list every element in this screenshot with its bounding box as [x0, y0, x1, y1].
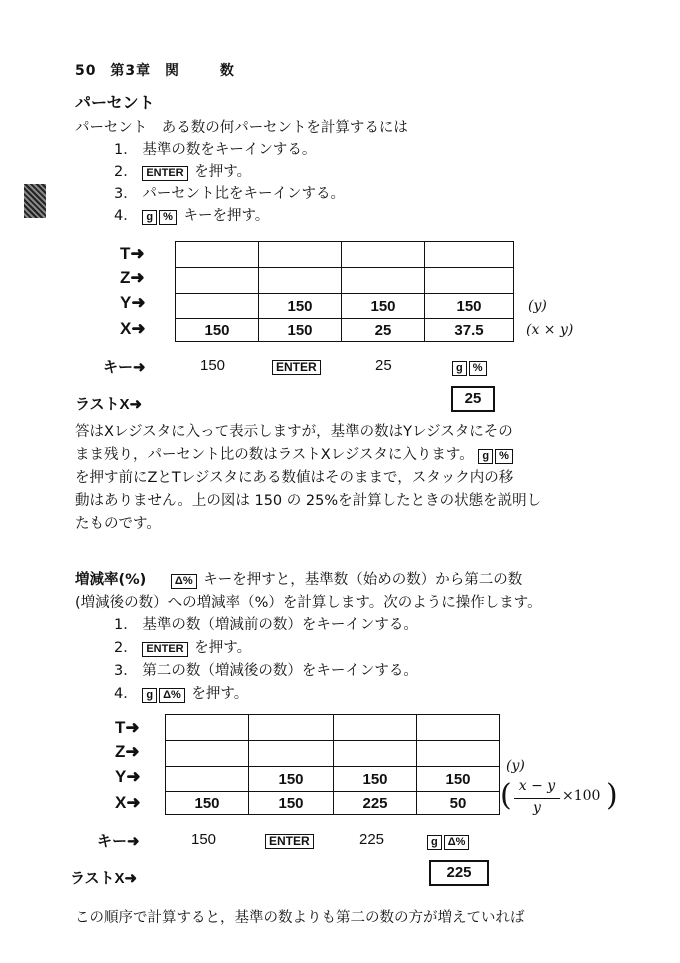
cell-t	[249, 715, 334, 741]
percent-step-1	[114, 138, 316, 159]
y-note: (y)	[506, 758, 525, 774]
cell-x: 50	[417, 792, 500, 815]
para-line-2	[75, 443, 515, 464]
x-note: (x × y)	[526, 322, 574, 338]
percent-step-4	[114, 204, 269, 225]
footer-line: この順序で計算すると，基準の数よりも第二の数の方が増えていれば	[75, 910, 525, 926]
cell-z	[334, 741, 417, 767]
g-key[interactable]: g	[427, 835, 442, 850]
cell-x: 150	[166, 792, 249, 815]
delta-line-2: (増減後の数）への増減率（%）を計算します。次のように操作します。	[75, 595, 542, 611]
step-num: 1．	[114, 617, 138, 633]
delta-percent-key[interactable]: Δ%	[444, 835, 470, 850]
formula-numerator: x − y	[518, 778, 556, 794]
cell-y: 150	[259, 294, 342, 319]
page-number: 50	[75, 63, 97, 79]
step-text: 基準の数をキーインする。	[142, 142, 317, 158]
lastx-value: 225	[429, 860, 489, 886]
register-label-t: T➜	[120, 244, 145, 263]
cell-y: 150	[342, 294, 425, 319]
key-seq-2	[265, 830, 316, 849]
register-label-y: Y➜	[115, 767, 141, 786]
step-text: を押す。	[194, 164, 252, 180]
delta-text: キーを押すと，基準数（始めの数）から第二の数	[203, 572, 523, 588]
delta-percent-key[interactable]: Δ%	[171, 574, 197, 589]
step-text: 第二の数（増減後の数）をキーインする。	[142, 663, 418, 679]
key-seq-1: 150	[191, 831, 217, 848]
chapter-label: 第3章	[110, 63, 152, 79]
cell-y	[166, 767, 249, 792]
step-num: 2．	[114, 164, 138, 180]
step-text: を押す。	[194, 640, 252, 656]
delta-step-2	[114, 636, 251, 657]
y-note: (y)	[528, 298, 547, 314]
chapter-title-a: 関	[164, 63, 180, 79]
paren-right: )	[606, 778, 618, 813]
g-key[interactable]: g	[142, 210, 157, 225]
g-key[interactable]: g	[452, 361, 467, 376]
page-header	[75, 60, 235, 80]
delta-step-1	[114, 613, 418, 634]
cell-t	[176, 242, 259, 268]
lastx-value: 25	[451, 386, 495, 412]
delta-percent-key[interactable]: Δ%	[159, 688, 185, 703]
delta-stack-table	[165, 714, 500, 815]
cell-y	[176, 294, 259, 319]
key-seq-3: 25	[375, 357, 392, 374]
step-num: 4．	[114, 208, 138, 224]
key-row-label: キー➜	[97, 833, 140, 850]
key-seq-2	[272, 356, 323, 375]
formula-tail: ×100	[562, 788, 601, 804]
cell-t	[259, 242, 342, 268]
step-text: 基準の数（増減前の数）をキーインする。	[142, 617, 418, 633]
para-line-3: を押す前にZとTレジスタにある数値はそのままで，スタック内の移	[75, 470, 514, 486]
key-seq-1: 150	[200, 357, 226, 374]
cell-x: 150	[176, 319, 259, 342]
thumb-index-tab	[24, 184, 46, 218]
cell-x: 150	[249, 792, 334, 815]
key-row-label: キー➜	[103, 359, 146, 376]
cell-y: 150	[417, 767, 500, 792]
cell-x: 37.5	[425, 319, 514, 342]
g-key[interactable]: g	[478, 449, 493, 464]
percent-key[interactable]: %	[495, 449, 513, 464]
key-seq-4	[427, 830, 471, 850]
enter-key[interactable]: ENTER	[142, 642, 187, 657]
register-label-z: Z➜	[120, 268, 145, 287]
delta-heading: 増減率(%)	[75, 572, 147, 588]
step-num: 3．	[114, 663, 138, 679]
enter-key[interactable]: ENTER	[142, 166, 187, 181]
section-title: パーセント	[75, 93, 155, 112]
paren-left: (	[500, 778, 512, 813]
cell-z	[176, 268, 259, 294]
cell-x: 225	[334, 792, 417, 815]
step-num: 4．	[114, 686, 138, 702]
enter-key[interactable]: ENTER	[265, 834, 314, 849]
cell-t	[342, 242, 425, 268]
register-label-z: Z➜	[115, 742, 140, 761]
register-label-x: X➜	[115, 793, 141, 812]
cell-z	[166, 741, 249, 767]
percent-stack-table	[175, 241, 514, 342]
cell-t	[417, 715, 500, 741]
cell-x: 150	[259, 319, 342, 342]
cell-t	[425, 242, 514, 268]
para-line-1: 答はXレジスタに入って表示しますが，基準の数はYレジスタにその	[75, 424, 513, 440]
cell-t	[166, 715, 249, 741]
cell-z	[342, 268, 425, 294]
enter-key[interactable]: ENTER	[272, 360, 321, 375]
delta-formula	[500, 776, 616, 822]
key-seq-3: 225	[359, 831, 385, 848]
cell-z	[249, 741, 334, 767]
step-num: 2．	[114, 640, 138, 656]
step-text: パーセント比をキーインする。	[142, 186, 346, 202]
step-text: キーを押す。	[183, 208, 270, 224]
register-label-x: X➜	[120, 319, 146, 338]
step-text: を押す。	[191, 686, 249, 702]
lastx-label: ラストX➜	[75, 396, 143, 413]
formula-denominator: y	[533, 800, 541, 816]
fraction-bar	[514, 798, 560, 799]
percent-step-3	[114, 182, 345, 203]
lastx-label: ラストX➜	[70, 870, 138, 887]
para-line-4: 動はありません。上の図は 150 の 25%を計算したときの状態を説明し	[75, 493, 542, 509]
cell-z	[259, 268, 342, 294]
key-seq-4	[452, 356, 489, 376]
percent-key[interactable]: %	[469, 361, 487, 376]
register-label-t: T➜	[115, 718, 140, 737]
percent-key[interactable]: %	[159, 210, 177, 225]
chapter-title-b: 数	[219, 63, 235, 79]
cell-t	[334, 715, 417, 741]
cell-y: 150	[249, 767, 334, 792]
delta-step-4	[114, 682, 248, 703]
cell-x: 25	[342, 319, 425, 342]
cell-y: 150	[334, 767, 417, 792]
para-text: まま残り，パーセント比の数はラストXレジスタに入ります。	[75, 447, 474, 463]
step-num: 3．	[114, 186, 138, 202]
g-key[interactable]: g	[142, 688, 157, 703]
cell-z	[417, 741, 500, 767]
cell-y: 150	[425, 294, 514, 319]
register-label-y: Y➜	[120, 293, 146, 312]
percent-step-2	[114, 160, 251, 181]
step-num: 1．	[114, 142, 138, 158]
percent-intro: パーセント ある数の何パーセントを計算するには	[75, 120, 408, 136]
para-line-5: たものです。	[75, 516, 161, 532]
delta-step-3	[114, 659, 418, 680]
cell-z	[425, 268, 514, 294]
delta-line-1	[75, 568, 522, 589]
